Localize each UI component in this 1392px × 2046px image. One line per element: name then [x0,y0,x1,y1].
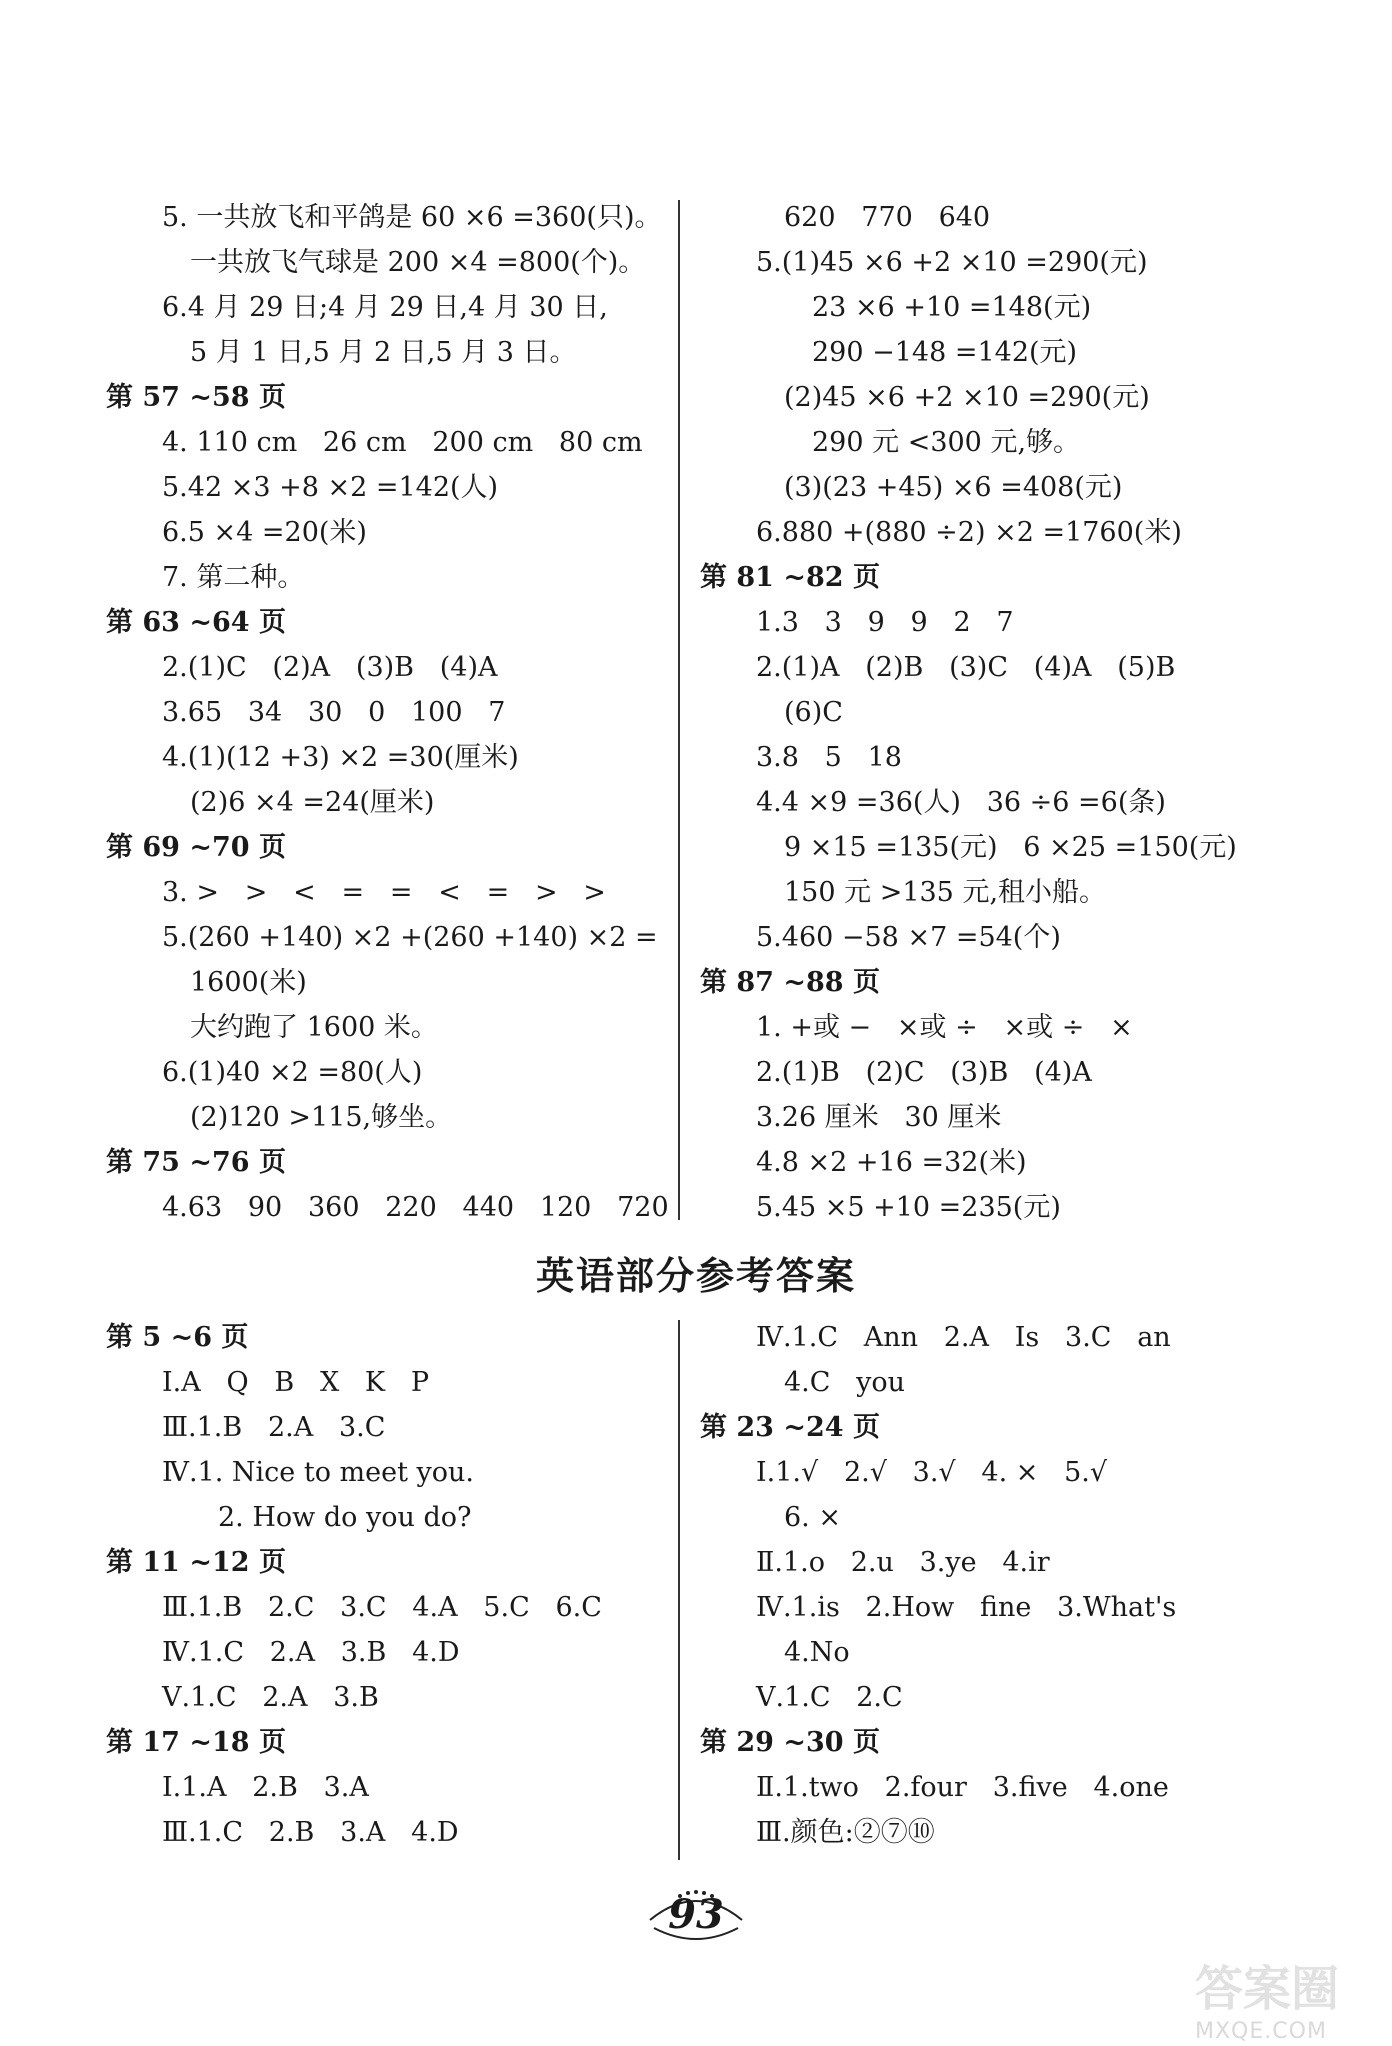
answer-line: 2.(1)A (2)B (3)C (4)A (5)B [756,652,1176,683]
answer-line: Ⅳ.1.C Ann 2.A Is 3.C an [756,1322,1171,1353]
answer-line: 3. > > < = = < = > > [162,877,606,908]
answer-line: Ⅲ.1.B 2.C 3.C 4.A 5.C 6.C [162,1592,602,1623]
page-range-heading: 第 63 ~64 页 [106,607,286,638]
answer-line: Ⅰ.1.A 2.B 3.A [162,1772,369,1803]
answer-line: 6.880 +(880 ÷2) ×2 =1760(米) [756,517,1182,548]
answer-line: 2.(1)B (2)C (3)B (4)A [756,1057,1092,1088]
english-answers-left-column [106,1315,602,1855]
page-range-heading: 第 5 ~6 页 [106,1322,249,1353]
answer-line: Ⅳ.1.is 2.How fine 3.What's [756,1592,1177,1623]
answer-line: 一共放飞气球是 200 ×4 =800(个)。 [190,247,646,278]
answer-line: 3.26 厘米 30 厘米 [756,1102,1002,1133]
section-title: 英语部分参考答案 [535,1254,856,1298]
answer-line: Ⅰ.A Q B X K P [162,1367,430,1398]
answer-line: Ⅴ.1.C 2.C [756,1682,903,1713]
answer-line: Ⅲ.1.B 2.A 3.C [162,1412,386,1443]
page-range-heading: 第 81 ~82 页 [700,562,880,593]
answer-line: 6. × [784,1502,841,1533]
answer-line: 3.65 34 30 0 100 7 [162,697,506,728]
answer-line: 4.63 90 360 220 440 120 720 [162,1192,669,1223]
answer-line: 9 ×15 =135(元) 6 ×25 =150(元) [784,832,1237,863]
answer-line: 5.42 ×3 +8 ×2 =142(人) [162,472,499,503]
answer-line: 5.(260 +140) ×2 +(260 +140) ×2 = [162,922,658,953]
page-range-heading: 第 23 ~24 页 [700,1412,880,1443]
answer-line: 620 770 640 [784,202,991,233]
answer-line: 1. +或 − ×或 ÷ ×或 ÷ × [756,1012,1133,1043]
answer-line: 4.8 ×2 +16 =32(米) [756,1147,1027,1178]
answer-line: 4.No [784,1637,850,1668]
page-number: 93 [668,1891,724,1938]
answer-line: 大约跑了 1600 米。 [190,1012,438,1043]
answer-line: Ⅱ.1.two 2.four 3.five 4.one [756,1772,1169,1803]
answer-line: 6.4 月 29 日;4 月 29 日,4 月 30 日, [162,292,608,323]
page-range-heading: 第 11 ~12 页 [106,1547,286,1578]
answer-line: (3)(23 +45) ×6 =408(元) [784,472,1123,503]
answer-line: 7. 第二种。 [162,562,305,593]
answer-line: Ⅲ.1.C 2.B 3.A 4.D [162,1817,459,1848]
answer-line: 23 ×6 +10 =148(元) [812,292,1092,323]
column-divider [678,1320,680,1860]
answer-line: 4.4 ×9 =36(人) 36 ÷6 =6(条) [756,787,1166,818]
answer-line: (2)45 ×6 +2 ×10 =290(元) [784,382,1150,413]
watermark [1195,1950,1375,2044]
answer-line: 1.3 3 9 9 2 7 [756,607,1014,638]
answer-line: Ⅰ.1.√ 2.√ 3.√ 4. × 5.√ [756,1457,1108,1488]
answer-line: Ⅳ.1. Nice to meet you. [162,1457,475,1488]
page-range-heading: 第 17 ~18 页 [106,1727,286,1758]
answer-line: Ⅲ.颜色:②⑦⑩ [756,1817,935,1848]
answer-line: 1600(米) [190,967,307,998]
math-answers-right-column [700,195,1237,1230]
answer-line: 6.5 ×4 =20(米) [162,517,367,548]
answer-line: 5.460 −58 ×7 =54(个) [756,922,1061,953]
answer-line: 2.(1)C (2)A (3)B (4)A [162,652,498,683]
answer-line: 5.(1)45 ×6 +2 ×10 =290(元) [756,247,1148,278]
answer-line: (6)C [784,697,843,728]
page-range-heading: 第 69 ~70 页 [106,832,286,863]
answer-line: 290 −148 =142(元) [812,337,1078,368]
watermark-logo: 答案圈 [1195,1961,1340,2017]
column-divider [678,200,680,1220]
answer-line: 3.8 5 18 [756,742,902,773]
answer-line: 6.(1)40 ×2 =80(人) [162,1057,423,1088]
answer-line: 290 元 <300 元,够。 [812,427,1081,458]
answer-line: 4.C you [784,1367,906,1398]
answer-line: 4. 110 cm 26 cm 200 cm 80 cm [162,427,643,458]
english-answers-right-column [700,1315,1176,1855]
answer-line: Ⅳ.1.C 2.A 3.B 4.D [162,1637,460,1668]
answer-line: 2. How do you do? [218,1502,472,1533]
answer-line: (2)6 ×4 =24(厘米) [190,787,435,818]
page-range-heading: 第 29 ~30 页 [700,1727,880,1758]
answer-line: 5 月 1 日,5 月 2 日,5 月 3 日。 [190,337,577,368]
page-range-heading: 第 75 ~76 页 [106,1147,286,1178]
answer-line: Ⅱ.1.o 2.u 3.ye 4.ir [756,1547,1050,1578]
page-range-heading: 第 57 ~58 页 [106,382,286,413]
answer-line: 5. 一共放飞和平鸽是 60 ×6 =360(只)。 [162,202,662,233]
page-range-heading: 第 87 ~88 页 [700,967,880,998]
answer-line: 4.(1)(12 +3) ×2 =30(厘米) [162,742,519,773]
watermark-url: MXQE.COM [1195,2019,1327,2044]
answer-line: 150 元 >135 元,租小船。 [784,877,1107,908]
math-answers-left-column [106,195,669,1230]
answer-line: 5.45 ×5 +10 =235(元) [756,1192,1061,1223]
answer-line: Ⅴ.1.C 2.A 3.B [162,1682,379,1713]
answer-line: (2)120 >115,够坐。 [190,1102,453,1133]
